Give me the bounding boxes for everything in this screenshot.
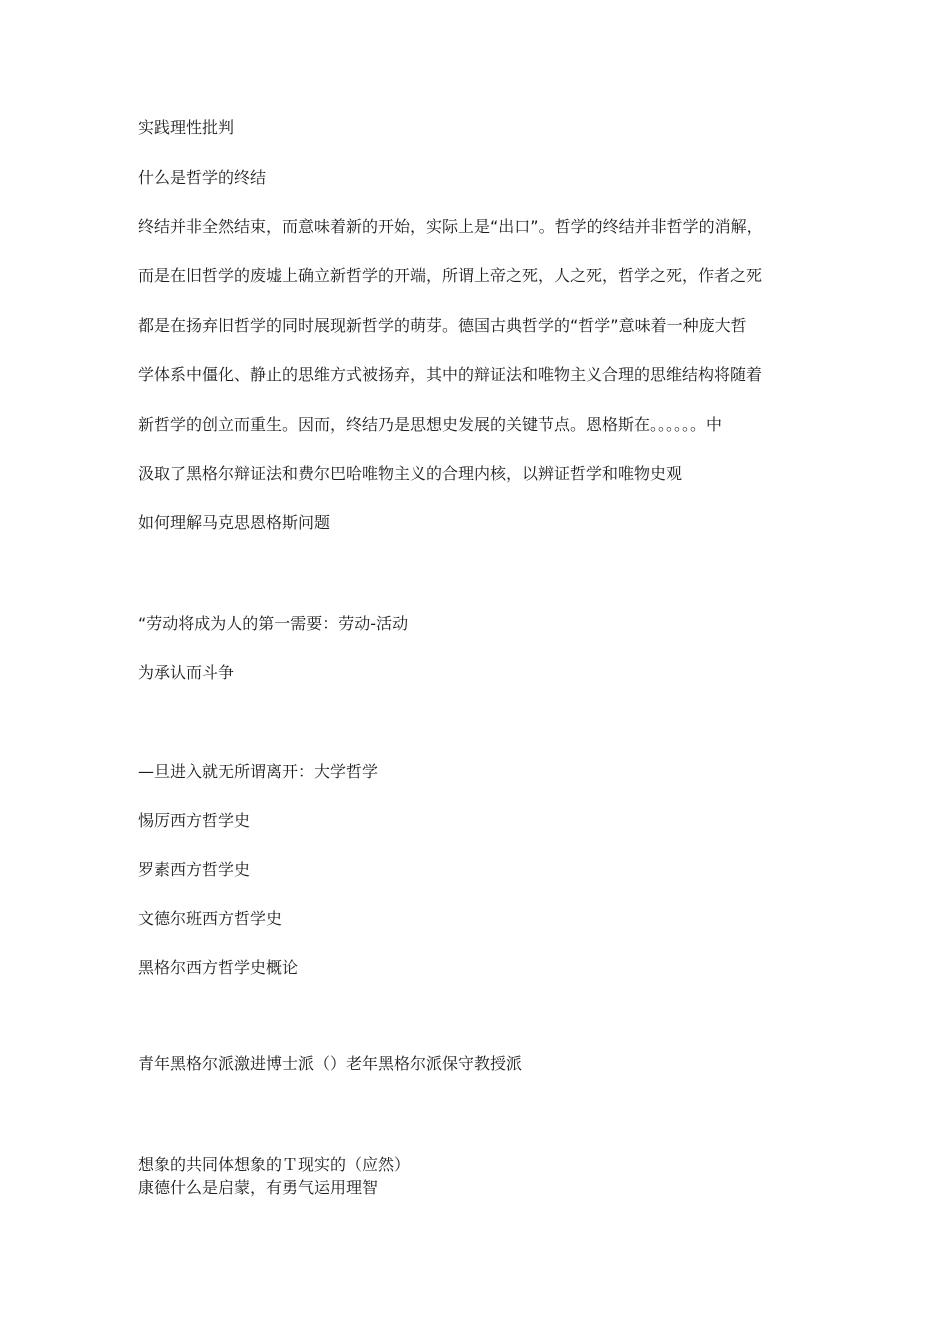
book-list-item: 文德尔班西方哲学史	[138, 909, 283, 928]
heading-end-of-philosophy: 什么是哲学的终结	[138, 168, 267, 187]
paragraph-line: 终结并非全然结束，而意味着新的开始，实际上是“出口”。哲学的终结并非哲学的消解，	[138, 217, 763, 236]
imagined-community-line: 想象的共同体想象的Ｔ现实的（应然）	[138, 1155, 411, 1174]
book-list-item: 黑格尔西方哲学史概论	[138, 958, 299, 977]
heading-practical-reason: 实践理性批判	[138, 118, 235, 137]
struggle-for-recognition: 为承认而斗争	[138, 663, 235, 682]
paragraph-line: 而是在旧哲学的废墟上确立新哲学的开端，所谓上帝之死，人之死，哲学之死，作者之死	[138, 266, 763, 285]
book-list-item: 惕厉西方哲学史	[138, 811, 251, 830]
quote-labor: “劳动将成为人的第一需要：劳动-活动	[138, 614, 409, 633]
question-marx-engels: 如何理解马克思恩格斯问题	[138, 513, 331, 532]
paragraph-line: 都是在扬弃旧哲学的同时展现新哲学的萌芽。德国古典哲学的“哲学”意味着一种庞大哲	[138, 316, 747, 335]
book-list-item: 罗素西方哲学史	[138, 860, 251, 879]
university-philosophy: —旦进入就无所谓离开：大学哲学	[138, 762, 379, 781]
paragraph-line: 新哲学的创立而重生。因而，终结乃是思想史发展的关键节点。恩格斯在。。。。。。中	[138, 415, 723, 434]
kant-enlightenment-line: 康德什么是启蒙，有勇气运用理智	[138, 1178, 379, 1197]
hegelians-line: 青年黑格尔派激进博士派（）老年黑格尔派保守教授派	[138, 1054, 523, 1073]
paragraph-line: 学体系中僵化、静止的思维方式被扬弃，其中的辩证法和唯物主义合理的思维结构将随着	[138, 365, 763, 384]
paragraph-line: 汲取了黑格尔辩证法和费尔巴哈唯物主义的合理内核，以辨证哲学和唯物史观	[138, 464, 683, 483]
